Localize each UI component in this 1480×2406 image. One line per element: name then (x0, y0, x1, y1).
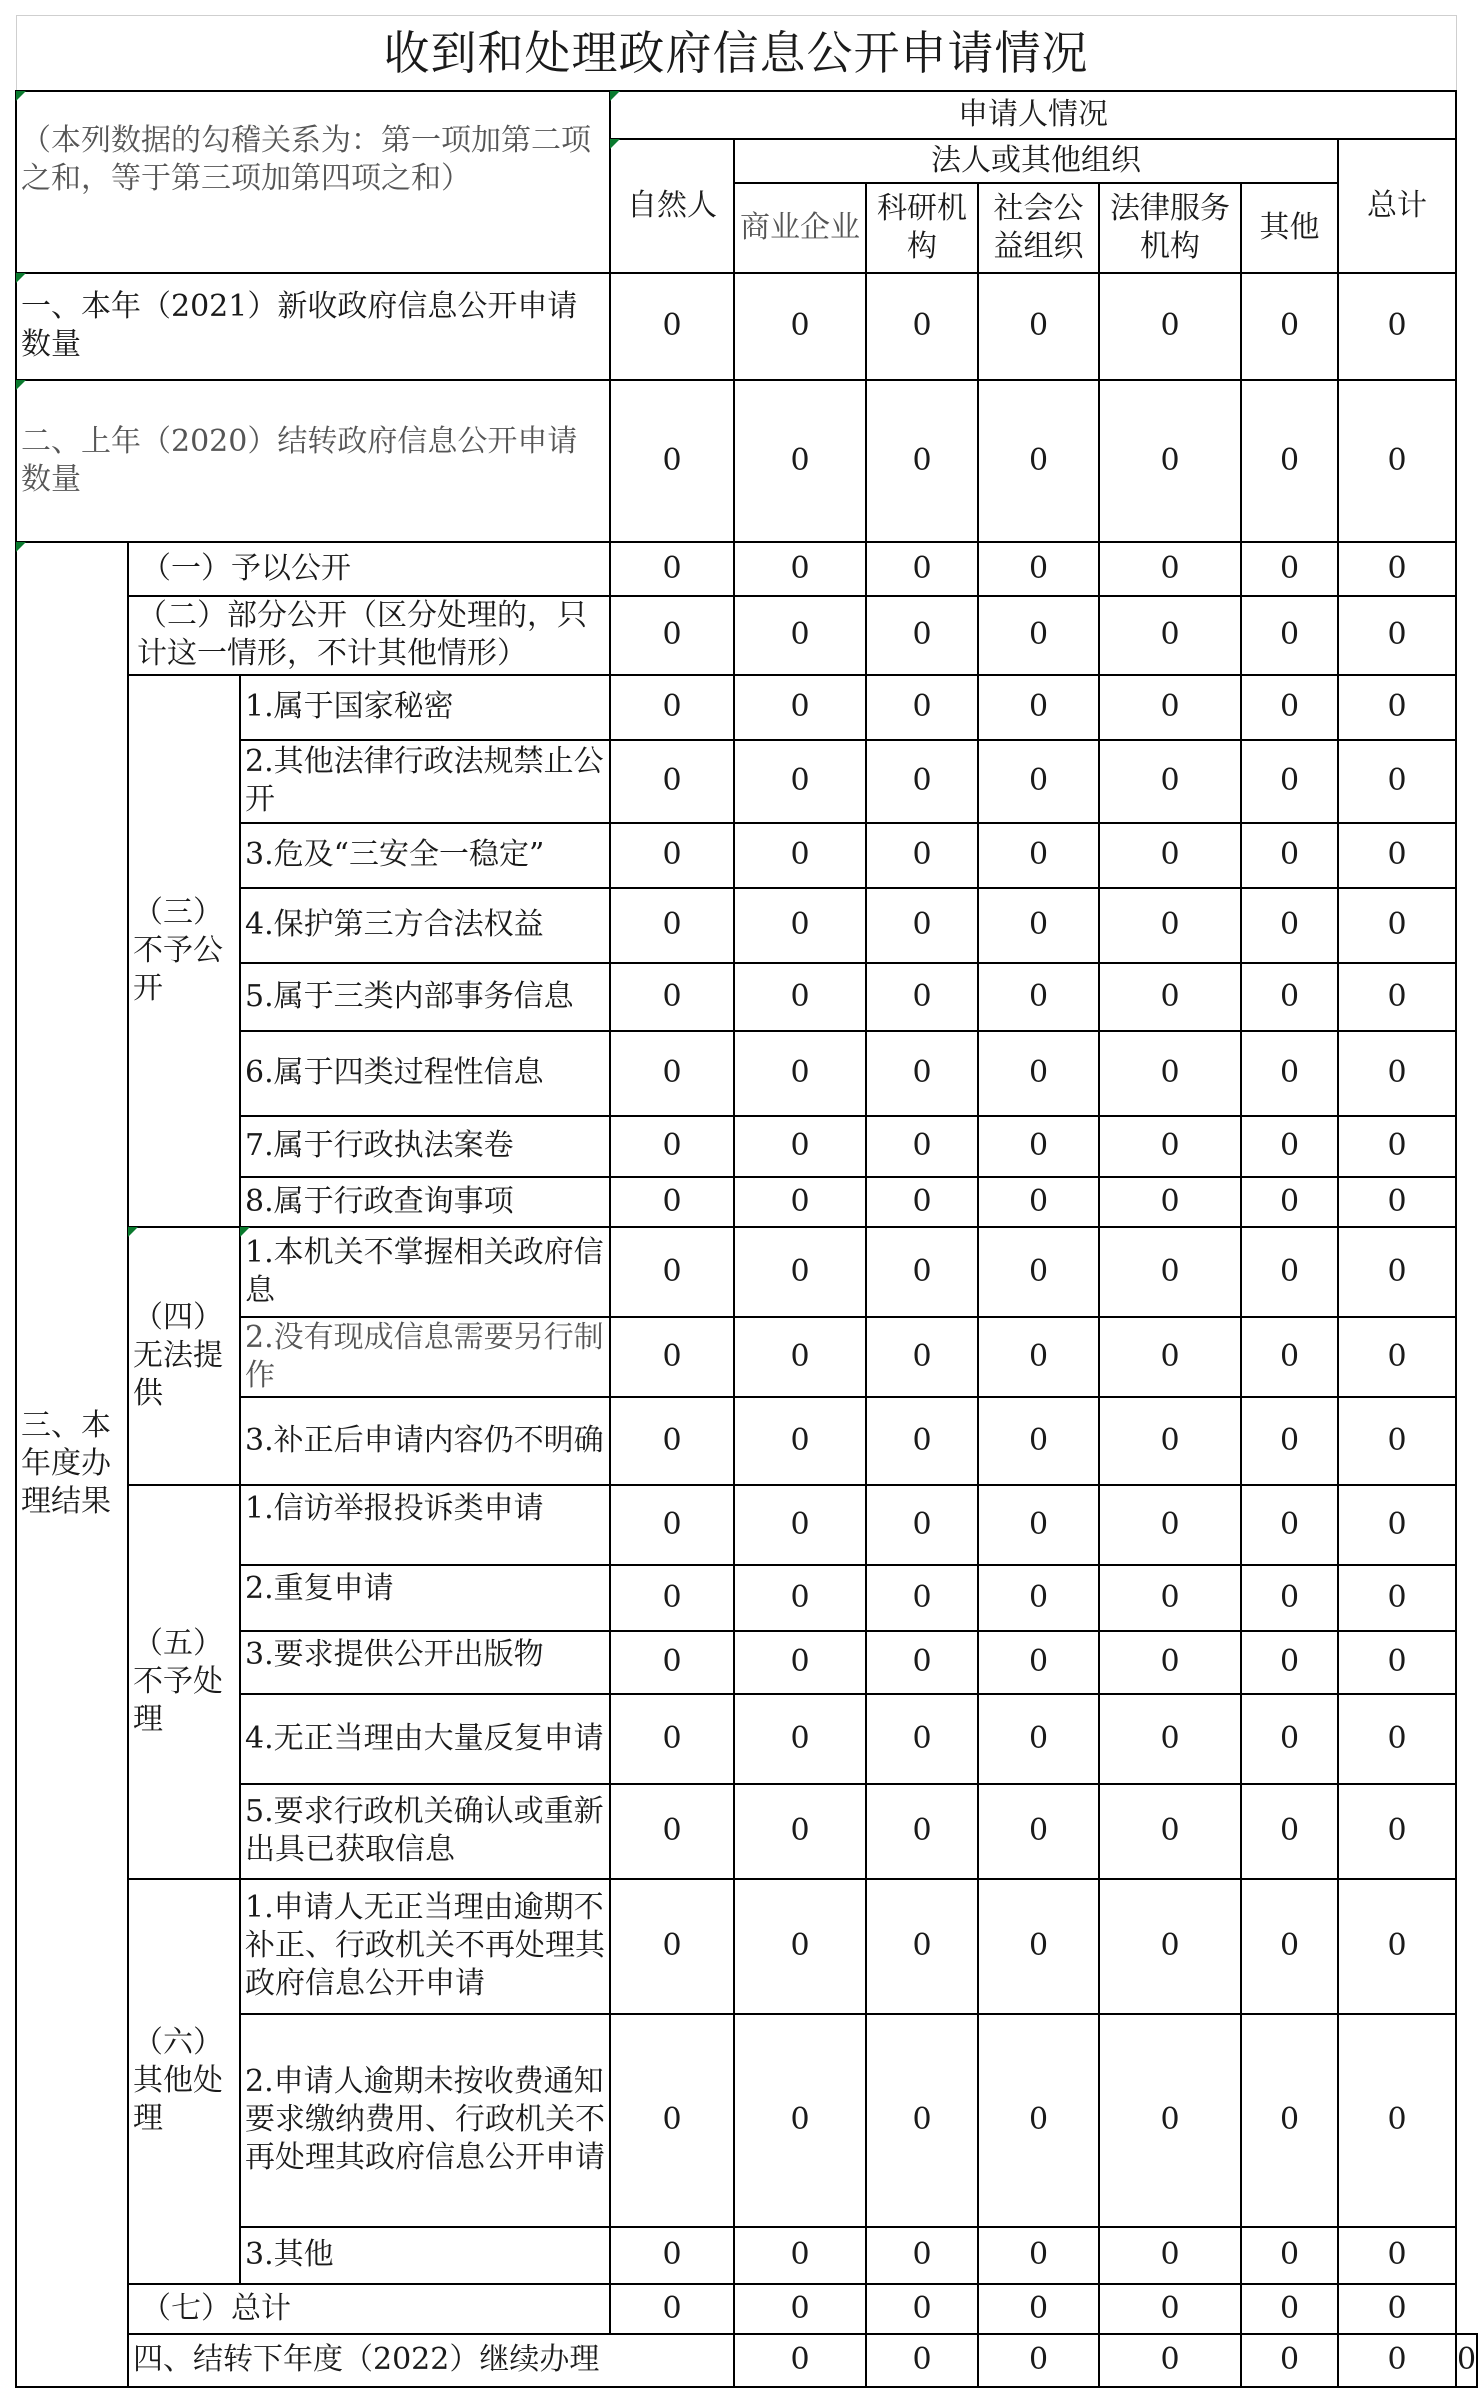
cell-other: 0 (1241, 888, 1338, 963)
cell-total: 0 (1338, 2284, 1456, 2334)
cell-legal-service: 0 (1241, 2334, 1338, 2387)
cell-research: 0 (866, 1694, 978, 1784)
cell-other: 0 (1241, 2284, 1338, 2334)
cell-natural-person: 0 (610, 542, 734, 596)
cell-natural-person: 0 (610, 740, 734, 823)
cell-natural-person: 0 (610, 675, 734, 740)
cell-natural-person: 0 (610, 380, 734, 542)
cell-social: 0 (978, 888, 1099, 963)
cell-natural-person: 0 (610, 273, 734, 380)
cell-other: 0 (1241, 1397, 1338, 1485)
cell-commercial: 0 (734, 1879, 866, 2014)
cell-research: 0 (866, 1784, 978, 1879)
cell-research: 0 (866, 2284, 978, 2334)
cell-legal-service: 0 (1099, 1116, 1241, 1177)
cell-other: 0 (1241, 1485, 1338, 1565)
cell-natural-person: 0 (610, 1177, 734, 1227)
group-label: （三）不予公开 (128, 675, 240, 1227)
cell-natural-person: 0 (610, 2014, 734, 2227)
row-label: 4.保护第三方合法权益 (240, 888, 610, 963)
cell-total: 0 (1338, 1879, 1456, 2014)
cell-research: 0 (866, 1177, 978, 1227)
cell-total: 0 (1338, 675, 1456, 740)
table-row (16, 596, 1477, 675)
cell-natural-person: 0 (610, 1784, 734, 1879)
cell-research: 0 (866, 273, 978, 380)
header-social: 社会公益组织 (978, 183, 1099, 273)
cell-commercial: 0 (866, 2334, 978, 2387)
row-label: 2.没有现成信息需要另行制作 (240, 1317, 610, 1397)
cell-other: 0 (1241, 1631, 1338, 1694)
row-label: 3.补正后申请内容仍不明确 (240, 1397, 610, 1485)
report-sheet (15, 15, 1478, 2388)
cell-legal-service: 0 (1099, 2014, 1241, 2227)
cell-social: 0 (978, 675, 1099, 740)
row-label: 二、上年（2020）结转政府信息公开申请数量 (16, 380, 610, 542)
group-label: （五）不予处理 (128, 1485, 240, 1879)
cell-other: 0 (1241, 542, 1338, 596)
cell-legal-service: 0 (1099, 2284, 1241, 2334)
cell-legal-service: 0 (1099, 1031, 1241, 1116)
row-label: 3.要求提供公开出版物 (240, 1631, 610, 1694)
cell-commercial: 0 (734, 1397, 866, 1485)
cell-natural-person: 0 (610, 1631, 734, 1694)
row-label: 1.信访举报投诉类申请 (240, 1485, 610, 1565)
cell-legal-service: 0 (1099, 380, 1241, 542)
table-row (16, 675, 1477, 740)
header-legal-service: 法律服务机构 (1099, 183, 1241, 273)
section-3-label: 三、本年度办理结果 (16, 542, 128, 2387)
row-label: 2.其他法律行政法规禁止公开 (240, 740, 610, 823)
cell-total: 0 (1338, 1694, 1456, 1784)
row-label: 一、本年（2021）新收政府信息公开申请数量 (16, 273, 610, 380)
cell-social: 0 (978, 1694, 1099, 1784)
cell-research: 0 (866, 963, 978, 1031)
cell-other: 0 (1241, 1784, 1338, 1879)
cell-total: 0 (1338, 888, 1456, 963)
cell-social: 0 (978, 1397, 1099, 1485)
cell-social: 0 (978, 1177, 1099, 1227)
cell-legal-service: 0 (1099, 1631, 1241, 1694)
cell-social: 0 (978, 823, 1099, 888)
cell-social: 0 (978, 963, 1099, 1031)
cell-commercial: 0 (734, 1317, 866, 1397)
cell-social: 0 (978, 273, 1099, 380)
cell-natural-person: 0 (610, 596, 734, 675)
cell-natural-person: 0 (610, 1565, 734, 1631)
cell-social: 0 (978, 596, 1099, 675)
cell-social: 0 (978, 380, 1099, 542)
header-legal-group: 法人或其他组织 (734, 139, 1338, 183)
cell-commercial: 0 (734, 380, 866, 542)
cell-natural-person: 0 (734, 2334, 866, 2387)
cell-research: 0 (866, 2014, 978, 2227)
cell-social: 0 (1099, 2334, 1241, 2387)
cell-natural-person: 0 (610, 1227, 734, 1317)
cell-legal-service: 0 (1099, 1227, 1241, 1317)
table-row (16, 1227, 1477, 1317)
cell-commercial: 0 (734, 596, 866, 675)
header-total: 总计 (1338, 139, 1456, 273)
row-label: 1.属于国家秘密 (240, 675, 610, 740)
cell-social: 0 (978, 1116, 1099, 1177)
cell-social: 0 (978, 2284, 1099, 2334)
cell-commercial: 0 (734, 1177, 866, 1227)
cell-commercial: 0 (734, 1116, 866, 1177)
cell-other: 0 (1241, 1177, 1338, 1227)
cell-total: 0 (1338, 273, 1456, 380)
cell-research: 0 (866, 542, 978, 596)
cell-legal-service: 0 (1099, 1397, 1241, 1485)
cell-social: 0 (978, 1565, 1099, 1631)
cell-research: 0 (866, 1397, 978, 1485)
cell-commercial: 0 (734, 675, 866, 740)
row-label: 8.属于行政查询事项 (240, 1177, 610, 1227)
cell-legal-service: 0 (1099, 1485, 1241, 1565)
cell-legal-service: 0 (1099, 823, 1241, 888)
cell-natural-person: 0 (610, 888, 734, 963)
header-commercial: 商业企业 (734, 183, 866, 273)
cell-total: 0 (1338, 963, 1456, 1031)
cell-other: 0 (1241, 963, 1338, 1031)
cell-commercial: 0 (734, 2227, 866, 2284)
cell-legal-service: 0 (1099, 1784, 1241, 1879)
cell-other: 0 (1241, 740, 1338, 823)
cell-natural-person: 0 (610, 1116, 734, 1177)
row-label: （一）予以公开 (128, 542, 610, 596)
table-row (16, 1879, 1477, 2014)
cell-total: 0 (1338, 1227, 1456, 1317)
cell-total: 0 (1338, 1565, 1456, 1631)
cell-legal-service: 0 (1099, 542, 1241, 596)
cell-natural-person: 0 (610, 1031, 734, 1116)
cell-research: 0 (866, 740, 978, 823)
cell-commercial: 0 (734, 2014, 866, 2227)
cell-commercial: 0 (734, 542, 866, 596)
cell-total: 0 (1338, 1031, 1456, 1116)
table-row (16, 2284, 1477, 2334)
row-label: 3.危及“三安全一稳定” (240, 823, 610, 888)
cell-commercial: 0 (734, 823, 866, 888)
cell-other: 0 (1241, 2014, 1338, 2227)
page-title: 收到和处理政府信息公开申请情况 (16, 16, 1456, 91)
cell-legal-service: 0 (1099, 1317, 1241, 1397)
cell-total: 0 (1338, 1116, 1456, 1177)
cell-total: 0 (1338, 1317, 1456, 1397)
cell-other: 0 (1241, 823, 1338, 888)
row-label: 6.属于四类过程性信息 (240, 1031, 610, 1116)
cell-other: 0 (1241, 1694, 1338, 1784)
cell-research: 0 (866, 1879, 978, 2014)
row-label: 5.要求行政机关确认或重新出具已获取信息 (240, 1784, 610, 1879)
cell-total: 0 (1338, 740, 1456, 823)
cell-commercial: 0 (734, 1694, 866, 1784)
cell-commercial: 0 (734, 888, 866, 963)
table-row (16, 380, 1477, 542)
cell-commercial: 0 (734, 1565, 866, 1631)
table-row (16, 273, 1477, 380)
cell-commercial: 0 (734, 963, 866, 1031)
row-label: 3.其他 (240, 2227, 610, 2284)
cell-natural-person: 0 (610, 963, 734, 1031)
header-applicant: 申请人情况 (610, 91, 1456, 139)
cell-natural-person: 0 (610, 2227, 734, 2284)
cell-research: 0 (866, 823, 978, 888)
cell-social: 0 (978, 1879, 1099, 2014)
cell-natural-person: 0 (610, 1694, 734, 1784)
cell-research: 0 (866, 2227, 978, 2284)
header-note: （本列数据的勾稽关系为：第一项加第二项之和，等于第三项加第四项之和） (16, 91, 610, 273)
table-row (16, 542, 1477, 596)
cell-research: 0 (866, 1227, 978, 1317)
cell-social: 0 (978, 542, 1099, 596)
cell-other: 0 (1241, 2227, 1338, 2284)
cell-other: 0 (1241, 596, 1338, 675)
row-label: 1.本机关不掌握相关政府信息 (240, 1227, 610, 1317)
cell-total: 0 (1338, 380, 1456, 542)
cell-other: 0 (1241, 1116, 1338, 1177)
cell-research: 0 (866, 1565, 978, 1631)
cell-social: 0 (978, 2227, 1099, 2284)
cell-social: 0 (978, 2014, 1099, 2227)
cell-total: 0 (1338, 1485, 1456, 1565)
cell-research: 0 (866, 380, 978, 542)
header-research: 科研机构 (866, 183, 978, 273)
cell-research: 0 (866, 1317, 978, 1397)
cell-natural-person: 0 (610, 1397, 734, 1485)
row-label: 5.属于三类内部事务信息 (240, 963, 610, 1031)
cell-legal-service: 0 (1099, 888, 1241, 963)
cell-total: 0 (1338, 596, 1456, 675)
cell-research: 0 (866, 596, 978, 675)
cell-other: 0 (1241, 273, 1338, 380)
row-label: 2.申请人逾期未按收费通知要求缴纳费用、行政机关不再处理其政府信息公开申请 (240, 2014, 610, 2227)
row-label: 四、结转下年度（2022）继续办理 (128, 2334, 734, 2387)
row-label: （二）部分公开（区分处理的，只计这一情形，不计其他情形） (128, 596, 610, 675)
cell-legal-service: 0 (1099, 1879, 1241, 2014)
cell-legal-service: 0 (1099, 273, 1241, 380)
cell-legal-service: 0 (1099, 740, 1241, 823)
cell-commercial: 0 (734, 1227, 866, 1317)
cell-legal-service: 0 (1099, 2227, 1241, 2284)
cell-legal-service: 0 (1099, 1694, 1241, 1784)
row-label: （七）总计 (128, 2284, 610, 2334)
cell-social: 0 (978, 1784, 1099, 1879)
cell-commercial: 0 (734, 1031, 866, 1116)
row-label: 1.申请人无正当理由逾期不补正、行政机关不再处理其政府信息公开申请 (240, 1879, 610, 2014)
cell-total: 0 (1338, 1397, 1456, 1485)
cell-legal-service: 0 (1099, 675, 1241, 740)
cell-social: 0 (978, 1317, 1099, 1397)
cell-commercial: 0 (734, 1631, 866, 1694)
cell-other: 0 (1241, 1879, 1338, 2014)
cell-legal-service: 0 (1099, 963, 1241, 1031)
cell-legal-service: 0 (1099, 1177, 1241, 1227)
cell-other: 0 (1241, 1565, 1338, 1631)
table-row (16, 2334, 1477, 2387)
header-natural-person: 自然人 (610, 139, 734, 273)
cell-research: 0 (866, 1031, 978, 1116)
cell-other: 0 (1241, 1317, 1338, 1397)
group-label: （四）无法提供 (128, 1227, 240, 1485)
cell-social: 0 (978, 1485, 1099, 1565)
cell-other: 0 (1338, 2334, 1456, 2387)
cell-natural-person: 0 (610, 1879, 734, 2014)
header-other: 其他 (1241, 183, 1338, 273)
cell-social: 0 (978, 740, 1099, 823)
cell-commercial: 0 (734, 273, 866, 380)
cell-commercial: 0 (734, 1784, 866, 1879)
cell-total: 0 (1338, 542, 1456, 596)
cell-other: 0 (1241, 380, 1338, 542)
cell-natural-person: 0 (610, 1485, 734, 1565)
cell-total: 0 (1338, 2227, 1456, 2284)
cell-research: 0 (866, 1631, 978, 1694)
cell-total: 0 (1338, 1784, 1456, 1879)
row-label: 2.重复申请 (240, 1565, 610, 1631)
statistics-table (15, 15, 1478, 2388)
group-label: （六）其他处理 (128, 1879, 240, 2284)
cell-other: 0 (1241, 675, 1338, 740)
cell-total: 0 (1456, 2334, 1477, 2387)
cell-research: 0 (866, 888, 978, 963)
cell-legal-service: 0 (1099, 1565, 1241, 1631)
cell-social: 0 (978, 1227, 1099, 1317)
cell-commercial: 0 (734, 1485, 866, 1565)
cell-commercial: 0 (734, 2284, 866, 2334)
cell-commercial: 0 (734, 740, 866, 823)
cell-total: 0 (1338, 1631, 1456, 1694)
cell-research: 0 (978, 2334, 1099, 2387)
cell-total: 0 (1338, 823, 1456, 888)
row-label: 7.属于行政执法案卷 (240, 1116, 610, 1177)
cell-research: 0 (866, 1116, 978, 1177)
cell-other: 0 (1241, 1031, 1338, 1116)
cell-other: 0 (1241, 1227, 1338, 1317)
cell-natural-person: 0 (610, 2284, 734, 2334)
cell-social: 0 (978, 1031, 1099, 1116)
table-row (16, 1485, 1477, 1565)
cell-research: 0 (866, 675, 978, 740)
cell-legal-service: 0 (1099, 596, 1241, 675)
row-label: 4.无正当理由大量反复申请 (240, 1694, 610, 1784)
cell-total: 0 (1338, 1177, 1456, 1227)
cell-natural-person: 0 (610, 1317, 734, 1397)
cell-social: 0 (978, 1631, 1099, 1694)
cell-research: 0 (866, 1485, 978, 1565)
cell-total: 0 (1338, 2014, 1456, 2227)
cell-natural-person: 0 (610, 823, 734, 888)
